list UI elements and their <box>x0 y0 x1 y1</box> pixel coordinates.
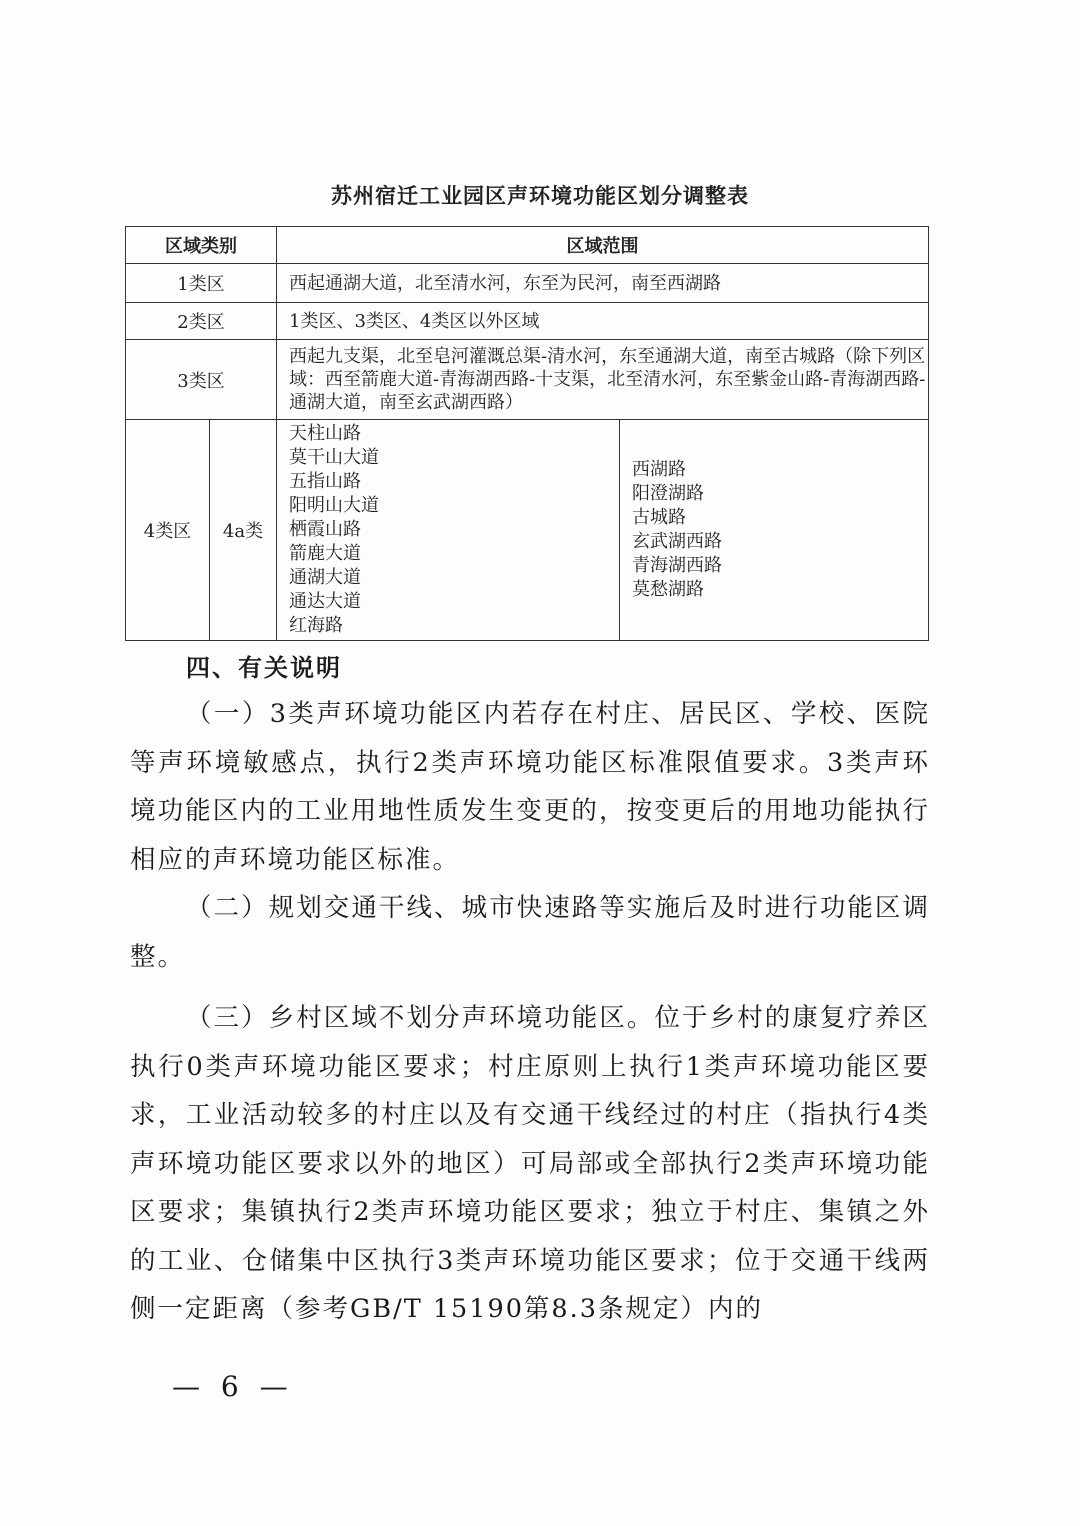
road-item: 通达大道 <box>289 591 361 612</box>
road-item: 西湖路 <box>632 459 686 480</box>
road-item: 阳明山大道 <box>289 495 379 516</box>
paragraph-3: （三）乡村区域不划分声环境功能区。位于乡村的康复疗养区执行0类声环境功能区要求；村庄原则上执行1类声环境功能区要求，工业活动较多的村庄以及有交通干线经过的村庄（指执行4类声环境功能区要求以外的地区）可局部或全部执行2类声环境功能区要求；集镇执行2类声环境功能区要求；独立于村庄、集镇之外的工业、仓储集中区执行3类声环境功能区要求；位于交通干线两侧一定距离（参考GB/T 15190第8.3条规定）内的 <box>130 1003 930 1324</box>
road-list-right <box>620 420 929 641</box>
road-item: 天柱山路 <box>289 423 361 444</box>
road-item: 阳澄湖路 <box>632 483 704 504</box>
row-category: 1类区 <box>126 264 277 303</box>
table-row <box>126 340 929 420</box>
row-category: 2类区 <box>126 303 277 340</box>
header-category: 区域类别 <box>126 227 277 264</box>
paragraph-1: （一）3类声环境功能区内若存在村庄、居民区、学校、医院等声环境敏感点，执行2类声环境功能区标准限值要求。3类声环境功能区内的工业用地性质发生变更的，按变更后的用地功能执行相应的声环境功能区标准。 <box>130 699 930 875</box>
row-subcategory: 4a类 <box>210 420 277 641</box>
page-number: — 6 — <box>172 1370 294 1403</box>
road-list-left <box>277 420 620 641</box>
road-item: 红海路 <box>289 615 343 636</box>
road-item: 栖霞山路 <box>289 519 361 540</box>
road-item: 莫愁湖路 <box>632 579 704 600</box>
header-scope: 区域范围 <box>277 227 929 264</box>
row-category: 3类区 <box>126 340 277 420</box>
zone-table <box>125 226 929 641</box>
road-item: 古城路 <box>632 507 686 528</box>
row-scope: 1类区、3类区、4类区以外区域 <box>277 303 929 340</box>
table-title: 苏州宿迁工业园区声环境功能区划分调整表 <box>331 184 749 208</box>
table-row <box>126 303 929 340</box>
section-heading: 四、有关说明 <box>186 654 342 682</box>
row-scope: 西起通湖大道，北至清水河，东至为民河，南至西湖路 <box>277 264 929 303</box>
road-item: 青海湖西路 <box>632 555 722 576</box>
road-item: 五指山路 <box>289 471 361 492</box>
road-item: 玄武湖西路 <box>632 531 722 552</box>
paragraph-2: （二）规划交通干线、城市快速路等实施后及时进行功能区调整。 <box>130 893 930 972</box>
row-category: 4类区 <box>126 420 210 641</box>
road-item: 莫干山大道 <box>289 447 379 468</box>
road-item: 通湖大道 <box>289 567 361 588</box>
table-row <box>126 420 929 641</box>
table-row <box>126 264 929 303</box>
road-item: 箭鹿大道 <box>289 543 361 564</box>
row-scope: 西起九支渠，北至皂河灌溉总渠-清水河，东至通湖大道，南至古城路（除下列区域：西至箭鹿大道-青海湖西路-十支渠，北至清水河，东至紫金山路-青海湖西路-通湖大道，南至玄武湖西路） <box>277 340 929 420</box>
